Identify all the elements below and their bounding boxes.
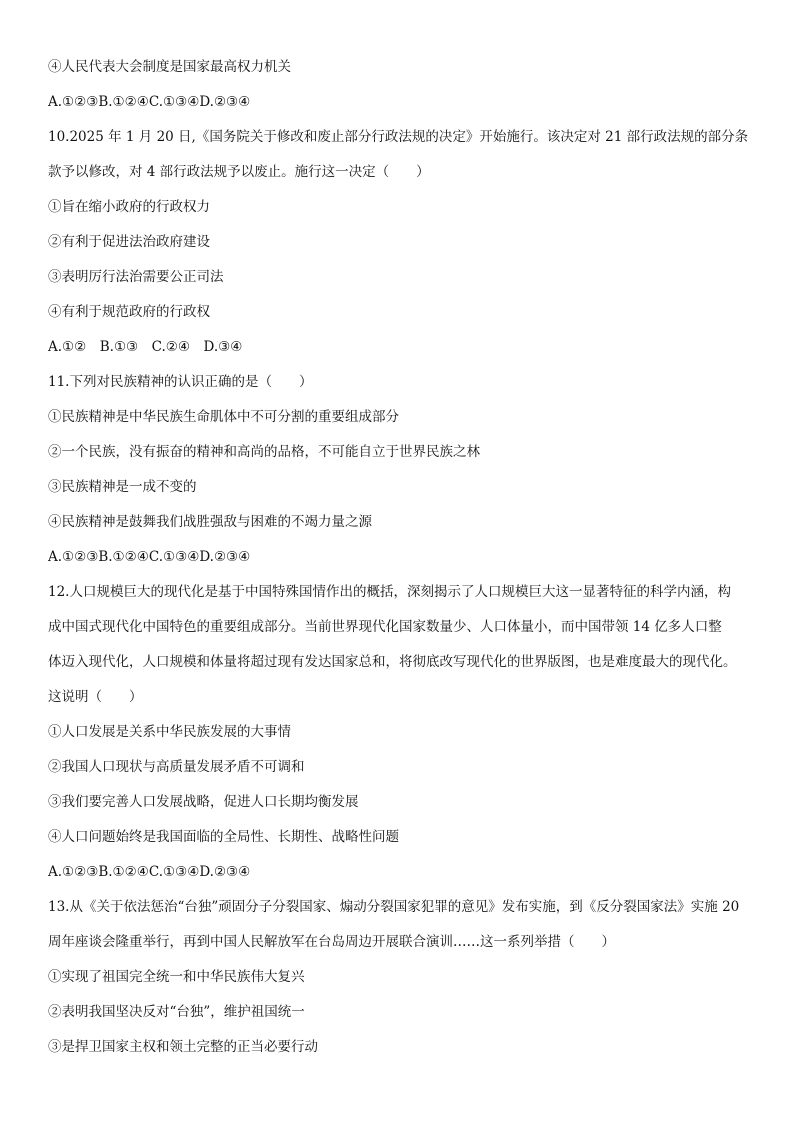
option-line: ③民族精神是一成不变的 (48, 479, 197, 495)
answer-choices: A.①② B.①③ C.②④ D.③④ (48, 339, 243, 355)
document-page (48, 50, 748, 1065)
option-line: ③我们要完善人口发展战略，促进人口长期均衡发展 (48, 794, 359, 810)
answer-choices: A.①②③B.①②④C.①③④D.②③④ (48, 549, 251, 565)
option-line: ①实现了祖国完全统一和中华民族伟大复兴 (48, 969, 305, 985)
option-line: ②一个民族，没有振奋的精神和高尚的品格，不可能自立于世界民族之林 (48, 444, 480, 460)
option-line: ④有利于规范政府的行政权 (48, 304, 210, 320)
option-line: ①民族精神是中华民族生命肌体中不可分割的重要组成部分 (48, 409, 399, 425)
question-12-stem: 12.人口规模巨大的现代化是基于中国特殊国情作出的概括，深刻揭示了人口规模巨大这一显著特征的科学内涵，构 (48, 584, 731, 600)
question-10-stem: 10.2025 年 1 月 20 日,《国务院关于修改和废止部分行政法规的决定》开始施行。该决定对 21 部行政法规的部分条 (48, 129, 748, 145)
option-line: ③表明厉行法治需要公正司法 (48, 269, 224, 285)
answer-choices: A.①②③B.①②④C.①③④D.②③④ (48, 94, 251, 110)
option-line: ①旨在缩小政府的行政权力 (48, 199, 210, 215)
answer-choices: A.①②③B.①②④C.①③④D.②③④ (48, 864, 251, 880)
option-line: ④人口问题始终是我国面临的全局性、长期性、战略性问题 (48, 829, 399, 845)
question-10-stem-cont: 款予以修改，对 4 部行政法规予以废止。施行这一决定（ ） (48, 164, 430, 180)
option-line: ④人民代表大会制度是国家最高权力机关 (48, 59, 291, 75)
question-12-stem-cont: 体迈入现代化，人口规模和体量将超过现有发达国家总和，将彻底改写现代化的世界版图，也是难度最大的现代化。 (48, 654, 737, 670)
question-12-stem-cont: 这说明（ ） (48, 689, 143, 705)
option-line: ②有利于促进法治政府建设 (48, 234, 210, 250)
option-line: ①人口发展是关系中华民族发展的大事情 (48, 724, 291, 740)
question-12-stem-cont: 成中国式现代化中国特色的重要组成部分。当前世界现代化国家数量少、人口体量小，而中国带领 14 亿多人口整 (48, 619, 722, 635)
option-line: ②我国人口现状与高质量发展矛盾不可调和 (48, 759, 305, 775)
option-line: ②表明我国坚决反对“台独”，维护祖国统一 (48, 1004, 305, 1020)
question-13-stem-cont: 周年座谈会隆重举行，再到中国人民解放军在台岛周边开展联合演训……这一系列举措（ ） (48, 934, 615, 950)
option-line: ④民族精神是鼓舞我们战胜强敌与困难的不竭力量之源 (48, 514, 372, 530)
question-13-stem: 13.从《关于依法惩治“台独”顽固分子分裂国家、煽动分裂国家犯罪的意见》发布实施，到《反分裂国家法》实施 20 (48, 899, 740, 915)
option-line: ③是捍卫国家主权和领土完整的正当必要行动 (48, 1039, 318, 1055)
question-11-stem: 11.下列对民族精神的认识正确的是（ ） (48, 374, 313, 390)
